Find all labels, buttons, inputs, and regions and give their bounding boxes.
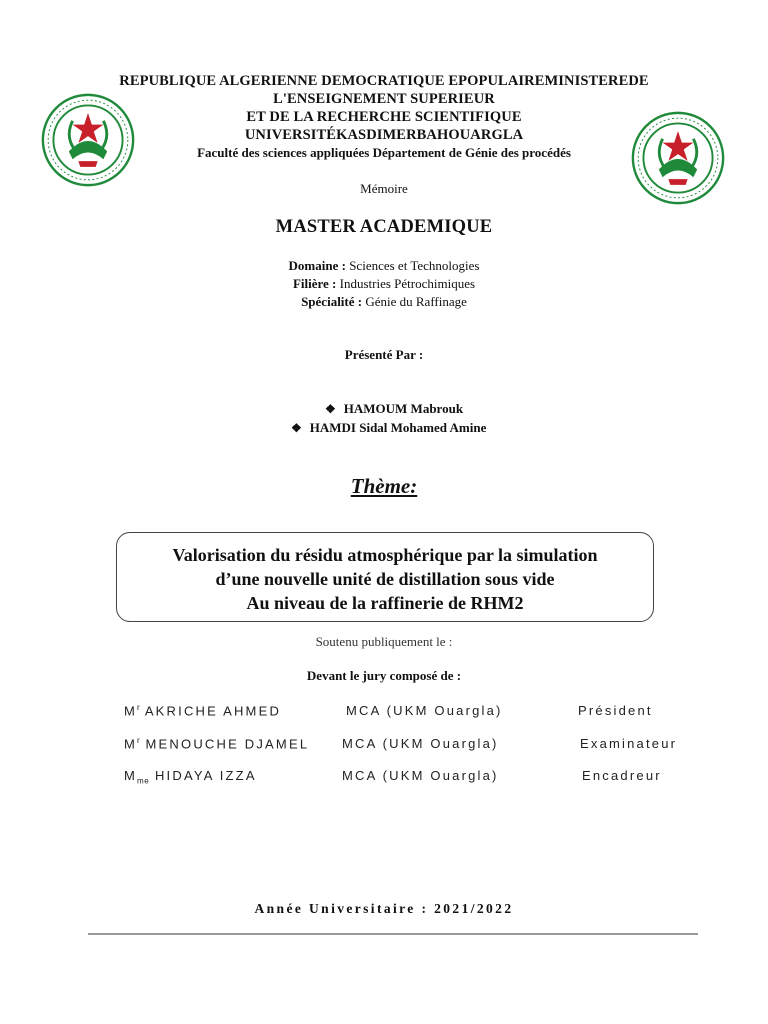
- degree-title: MASTER ACADEMIQUE: [275, 217, 493, 237]
- author-item: [291, 420, 486, 436]
- author-item: [325, 401, 463, 417]
- jury-row-2: [0, 736, 768, 756]
- theme-label: Thème:: [350, 474, 418, 498]
- author-name: HAMOUM Mabrouk: [343, 401, 464, 416]
- specialite-label: Spécialité :: [301, 294, 363, 309]
- diamond-bullet-icon: ❖: [325, 402, 336, 416]
- header-line-2: L'ENSEIGNEMENT SUPERIEUR: [273, 91, 495, 107]
- thesis-title-box: [116, 532, 654, 622]
- jury-label: Devant le jury composé de :: [306, 668, 462, 683]
- document-type: Mémoire: [360, 181, 408, 196]
- filiere-label: Filière :: [292, 276, 337, 291]
- footer-divider: [88, 933, 698, 935]
- academic-year: Année Universitaire : 2021/2022: [254, 901, 514, 916]
- header-line-3: ET DE LA RECHERCHE SCIENTIFIQUE: [246, 109, 522, 125]
- thesis-title-line-2: d’une nouvelle unité de distillation sous vide: [215, 569, 555, 589]
- jury-member-grade: MCA (UKM Ouargla): [342, 768, 499, 783]
- jury-member-name: $M^r$ AKRICHE AHMED: [124, 703, 282, 719]
- jury-member-name: $M_{me}$ HIDAYA IZZA: [124, 768, 257, 786]
- specialite-value: Génie du Raffinage: [365, 294, 467, 309]
- thesis-title-line-3: Au niveau de la raffinerie de RHM2: [246, 593, 524, 613]
- author-name: HAMDI Sidal Mohamed Amine: [309, 420, 487, 435]
- jury-member-name: $M^r$ MENOUCHE DJAMEL: [124, 736, 310, 752]
- header-faculty: Faculté des sciences appliquées Département de Génie des procédés: [197, 145, 571, 160]
- presented-by-label: Présenté Par :: [344, 347, 424, 362]
- jury-member-grade: MCA (UKM Ouargla): [342, 736, 499, 751]
- field-domaine: [0, 258, 768, 274]
- header-line-1: REPUBLIQUE ALGERIENNE DEMOCRATIQUE EPOPULAIREMINISTEREDE: [119, 73, 649, 89]
- jury-member-role: Encadreur: [582, 768, 662, 783]
- domaine-value: Sciences et Technologies: [349, 258, 480, 273]
- jury-member-role: Président: [578, 703, 653, 718]
- field-filiere: [0, 276, 768, 292]
- thesis-title-line-1: Valorisation du résidu atmosphérique par la simulation: [172, 545, 598, 565]
- jury-row-3: [0, 768, 768, 788]
- domaine-label: Domaine :: [288, 258, 346, 273]
- defense-label: Soutenu publiquement le :: [315, 634, 453, 649]
- jury-member-grade: MCA (UKM Ouargla): [346, 703, 503, 718]
- filiere-value: Industries Pétrochimiques: [339, 276, 476, 291]
- jury-member-role: Examinateur: [580, 736, 678, 751]
- field-specialite: [0, 294, 768, 310]
- header-line-4: UNIVERSITÉKASDIMERBAHOUARGLA: [244, 127, 524, 143]
- jury-row-1: [0, 703, 768, 723]
- diamond-bullet-icon: ❖: [291, 421, 302, 435]
